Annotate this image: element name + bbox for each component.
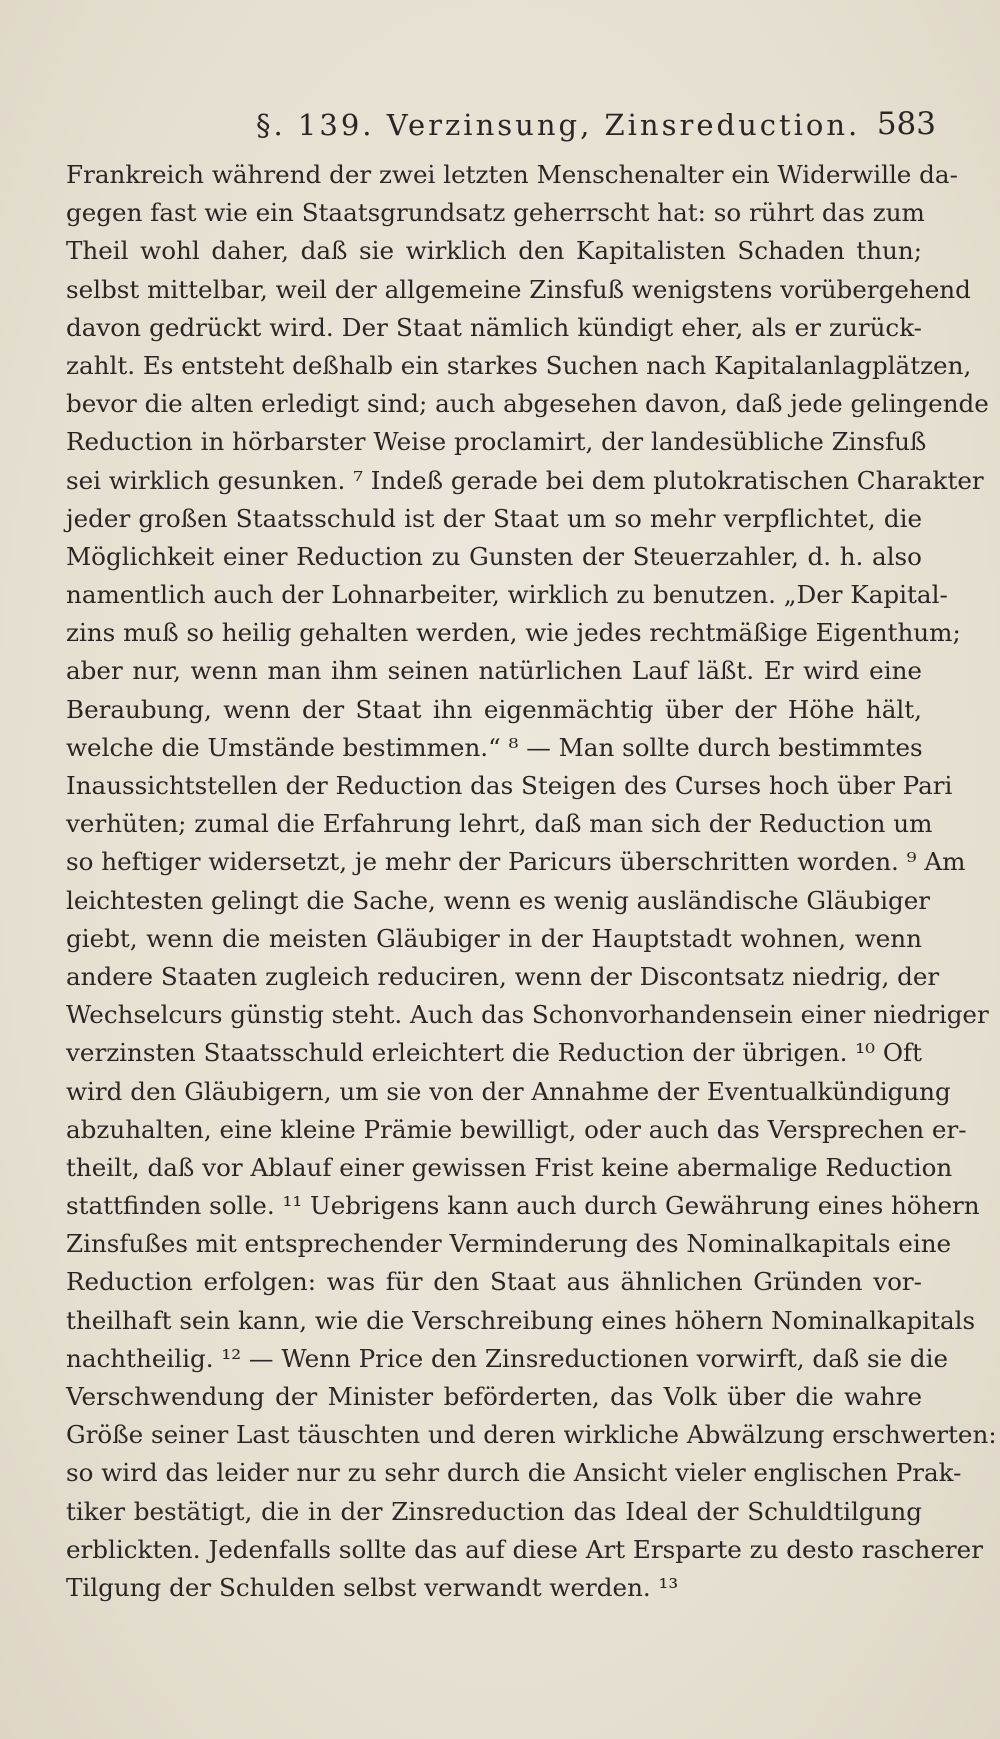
body-text bbox=[66, 156, 997, 1607]
running-title: §. 139. Verzinsung, Zinsreduction. bbox=[256, 108, 861, 142]
text-line: Möglichkeit einer Reduction zu Gunsten der Steuerzahler, d. h. also bbox=[66, 541, 922, 571]
text-line: aber nur, wenn man ihm seinen natürlichen Lauf läßt. Er wird eine bbox=[66, 656, 922, 686]
page-header bbox=[60, 104, 936, 144]
text-line: giebt, wenn die meisten Gläubiger in der Hauptstadt wohnen, wenn bbox=[66, 923, 922, 953]
text-line: Beraubung, wenn der Staat ihn eigenmächtig über der Höhe hält, bbox=[66, 694, 922, 724]
text-line: Frankreich während der zwei letzten Menschenalter ein Widerwille da- bbox=[66, 160, 958, 189]
text-line: stattfinden solle. ¹¹ Uebrigens kann auch durch Gewährung eines höhern bbox=[66, 1191, 980, 1221]
text-line: so heftiger widersetzt, je mehr der Paricurs überschritten worden. ⁹ Am bbox=[66, 847, 966, 877]
text-line: leichtesten gelingt die Sache, wenn es wenig ausländische Gläubiger bbox=[66, 885, 931, 915]
text-line: theilt, daß vor Ablauf einer gewissen Frist keine abermalige Reduction bbox=[66, 1152, 953, 1182]
text-line: Größe seiner Last täuschten und deren wirkliche Abwälzung erschwerten: bbox=[66, 1420, 997, 1450]
text-line: Reduction in hörbarster Weise proclamirt, der landesübliche Zinsfuß bbox=[66, 427, 927, 457]
text-line: gegen fast wie ein Staatsgrundsatz geherrscht hat: so rührt das zum bbox=[66, 198, 925, 228]
text-line: tiker bestätigt, die in der Zinsreduction das Ideal der Schuldtilgung bbox=[66, 1496, 922, 1526]
text-line: jeder großen Staatsschuld ist der Staat um so mehr verpflichtet, die bbox=[66, 503, 922, 533]
text-line: Wechselcurs günstig steht. Auch das Schonvorhandensein einer niedriger bbox=[66, 1000, 989, 1030]
text-line: davon gedrückt wird. Der Staat nämlich kündigt eher, als er zurück- bbox=[66, 312, 922, 342]
text-line: verzinsten Staatsschuld erleichtert die Reduction der übrigen. ¹⁰ Oft bbox=[66, 1038, 922, 1068]
text-line: Theil wohl daher, daß sie wirklich den Kapitalisten Schaden thun; bbox=[66, 236, 922, 266]
text-line: Tilgung der Schulden selbst verwandt werden. ¹³ bbox=[66, 1572, 679, 1602]
page-number: 583 bbox=[876, 106, 936, 142]
text-line: Verschwendung der Minister beförderten, das Volk über die wahre bbox=[66, 1382, 922, 1411]
text-line: erblickten. Jedenfalls sollte das auf diese Art Ersparte zu desto rascherer bbox=[66, 1534, 983, 1564]
text-line: Zinsfußes mit entsprechender Verminderung des Nominalkapitals eine bbox=[66, 1229, 952, 1259]
text-line: sei wirklich gesunken. ⁷ Indeß gerade bei dem plutokratischen Charakter bbox=[66, 465, 984, 495]
text-line: welche die Umstände bestimmen.“ ⁸ — Man sollte durch bestimmtes bbox=[66, 732, 923, 762]
text-line: selbst mittelbar, weil der allgemeine Zinsfuß wenigstens vorübergehend bbox=[66, 274, 971, 304]
text-line: wird den Gläubigern, um sie von der Annahme der Eventualkündigung bbox=[66, 1076, 951, 1106]
text-line: bevor die alten erledigt sind; auch abgesehen davon, daß jede gelingende bbox=[66, 389, 989, 419]
text-line: verhüten; zumal die Erfahrung lehrt, daß man sich der Reduction um bbox=[66, 809, 933, 839]
text-line: so wird das leider nur zu sehr durch die Ansicht vieler englischen Prak- bbox=[66, 1458, 962, 1488]
text-line: abzuhalten, eine kleine Prämie bewilligt, oder auch das Versprechen er- bbox=[66, 1114, 967, 1144]
text-line: Inaussichtstellen der Reduction das Steigen des Curses hoch über Pari bbox=[66, 771, 953, 800]
text-line: namentlich auch der Lohnarbeiter, wirklich zu benutzen. „Der Kapital- bbox=[66, 580, 948, 610]
text-line: andere Staaten zugleich reduciren, wenn der Discontsatz niedrig, der bbox=[66, 961, 940, 991]
text-line: zahlt. Es entsteht deßhalb ein starkes Suchen nach Kapitalanlagplätzen, bbox=[66, 350, 972, 380]
text-line: zins muß so heilig gehalten werden, wie jedes rechtmäßige Eigenthum; bbox=[66, 618, 961, 648]
text-line: theilhaft sein kann, wie die Verschreibung eines höhern Nominalkapitals bbox=[66, 1305, 976, 1335]
text-line: nachtheilig. ¹² — Wenn Price den Zinsreductionen vorwirft, daß sie die bbox=[66, 1343, 949, 1373]
text-line: Reduction erfolgen: was für den Staat aus ähnlichen Gründen vor- bbox=[66, 1267, 922, 1297]
